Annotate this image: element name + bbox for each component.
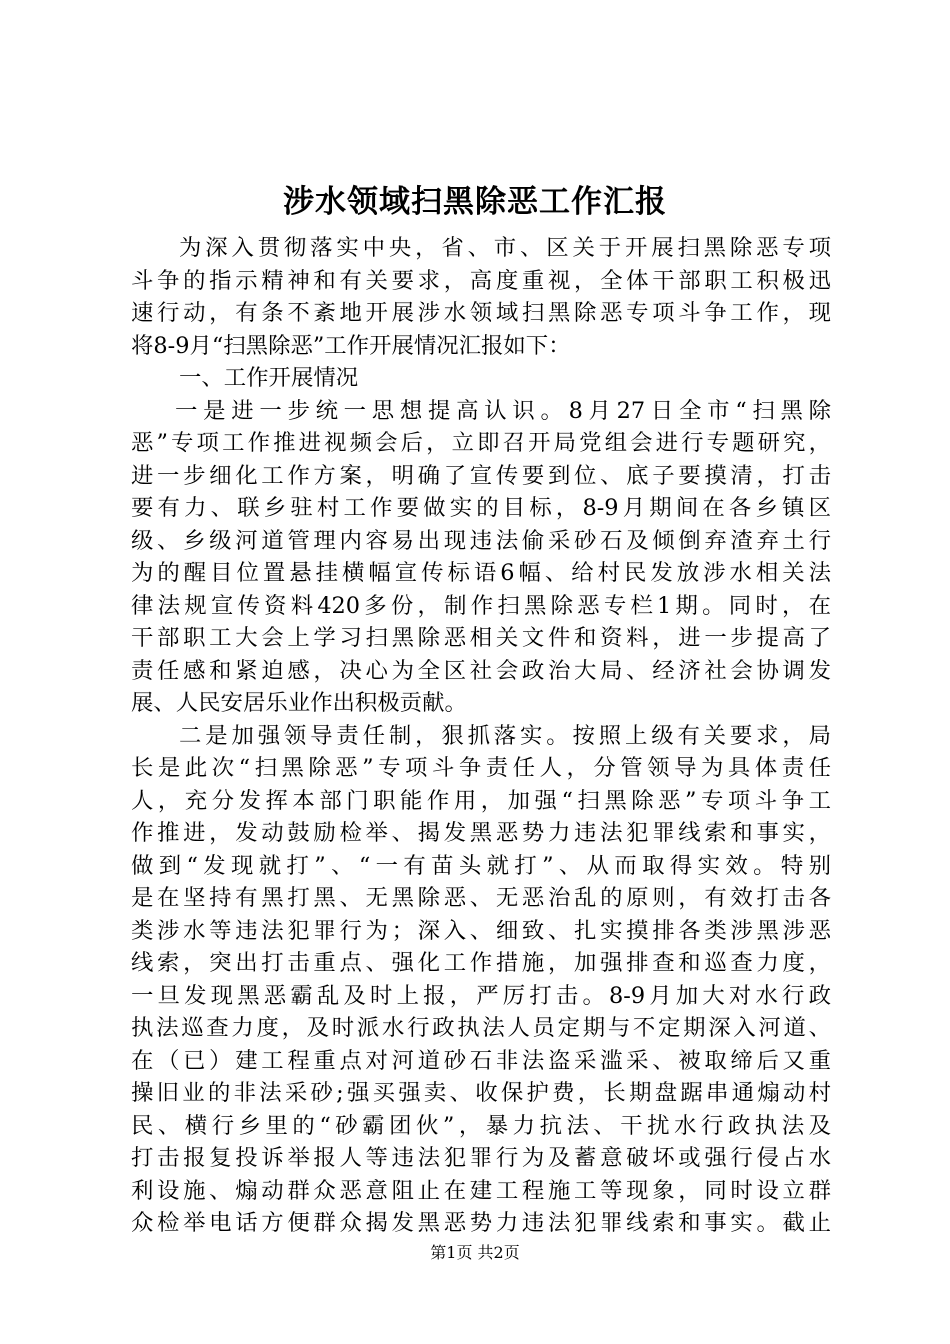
paragraph-line: 做到“发现就打”、“一有苗头就打”、从而取得实效。特别 xyxy=(131,852,831,879)
paragraph-line: 二是加强领导责任制，狠抓落实。按照上级有关要求，局 xyxy=(179,722,831,749)
paragraph-line: 在（已）建工程重点对河道砂石非法盗采滥采、被取缔后又重 xyxy=(131,1047,831,1074)
paragraph-line: 速行动，有条不紊地开展涉水领域扫黑除恶专项斗争工作，现 xyxy=(131,300,831,326)
paragraph-line: 将8-9月“扫黑除恶”工作开展情况汇报如下： xyxy=(131,332,571,359)
paragraph-line: 线索，突出打击重点、强化工作措施，加强排查和巡查力度， xyxy=(131,950,831,976)
paragraph-line: 利设施、煽动群众恶意阻止在建工程施工等现象，同时设立群 xyxy=(131,1177,831,1204)
paragraph-line: 责任感和紧迫感，决心为全区社会政治大局、经济社会协调发 xyxy=(131,657,831,684)
document-title: 涉水领域扫黑除恶工作汇报 xyxy=(283,184,667,220)
paragraph-line: 展、人民安居乐业作出积极贡献。 xyxy=(131,690,467,716)
paragraph-line: 打击报复投诉举报人等违法犯罪行为及蓄意破坏或强行侵占水 xyxy=(131,1145,831,1171)
paragraph-line: 民、横行乡里的“砂霸团伙”，暴力抗法、干扰水行政执法及 xyxy=(131,1112,831,1139)
section-heading: 一、工作开展情况 xyxy=(179,365,359,391)
paragraph-line: 恶”专项工作推进视频会后，立即召开局党组会进行专题研究， xyxy=(131,430,831,456)
paragraph-line: 为深入贯彻落实中央，省、市、区关于开展扫黑除恶专项 xyxy=(179,235,831,261)
paragraph-line: 律法规宣传资料420多份，制作扫黑除恶专栏1期。同时，在 xyxy=(131,592,831,619)
paragraph-line: 干部职工大会上学习扫黑除恶相关文件和资料，进一步提高了 xyxy=(131,625,831,651)
paragraph-line: 操旧业的非法采砂;强买强卖、收保护费，长期盘踞串通煽动村 xyxy=(131,1080,831,1106)
page-number-footer: 第1页 共2页 xyxy=(430,1243,520,1262)
paragraph-line: 进一步细化工作方案，明确了宣传要到位、底子要摸清，打击 xyxy=(131,462,831,489)
paragraph-line: 为的醒目位置悬挂横幅宣传标语6幅、给村民发放涉水相关法 xyxy=(131,560,831,586)
paragraph-line: 要有力、联乡驻村工作要做实的目标，8-9月期间在各乡镇区 xyxy=(131,495,831,521)
paragraph-line: 类涉水等违法犯罪行为；深入、细致、扎实摸排各类涉黑涉恶 xyxy=(131,917,831,944)
paragraph-line: 长是此次“扫黑除恶”专项斗争责任人，分管领导为具体责任 xyxy=(131,755,831,781)
document-body xyxy=(131,232,831,1240)
paragraph-line: 级、乡级河道管理内容易出现违法偷采砂石及倾倒弃渣弃土行 xyxy=(131,527,831,554)
paragraph-line: 众检举电话方便群众揭发黑恶势力违法犯罪线索和事实。截止 xyxy=(131,1210,831,1236)
paragraph-line: 作推进，发动鼓励检举、揭发黑恶势力违法犯罪线索和事实， xyxy=(131,820,831,846)
paragraph-line: 一是进一步统一思想提高认识。8月27日全市“扫黑除 xyxy=(175,397,831,424)
paragraph-line: 斗争的指示精神和有关要求，高度重视，全体干部职工积极迅 xyxy=(131,267,831,294)
paragraph-line: 执法巡查力度，及时派水行政执法人员定期与不定期深入河道、 xyxy=(131,1015,831,1041)
paragraph-line: 是在坚持有黑打黑、无黑除恶、无恶治乱的原则，有效打击各 xyxy=(131,885,831,911)
paragraph-line: 人，充分发挥本部门职能作用，加强“扫黑除恶”专项斗争工 xyxy=(131,787,831,814)
paragraph-line: 一旦发现黑恶霸乱及时上报，严厉打击。8-9月加大对水行政 xyxy=(131,982,831,1009)
